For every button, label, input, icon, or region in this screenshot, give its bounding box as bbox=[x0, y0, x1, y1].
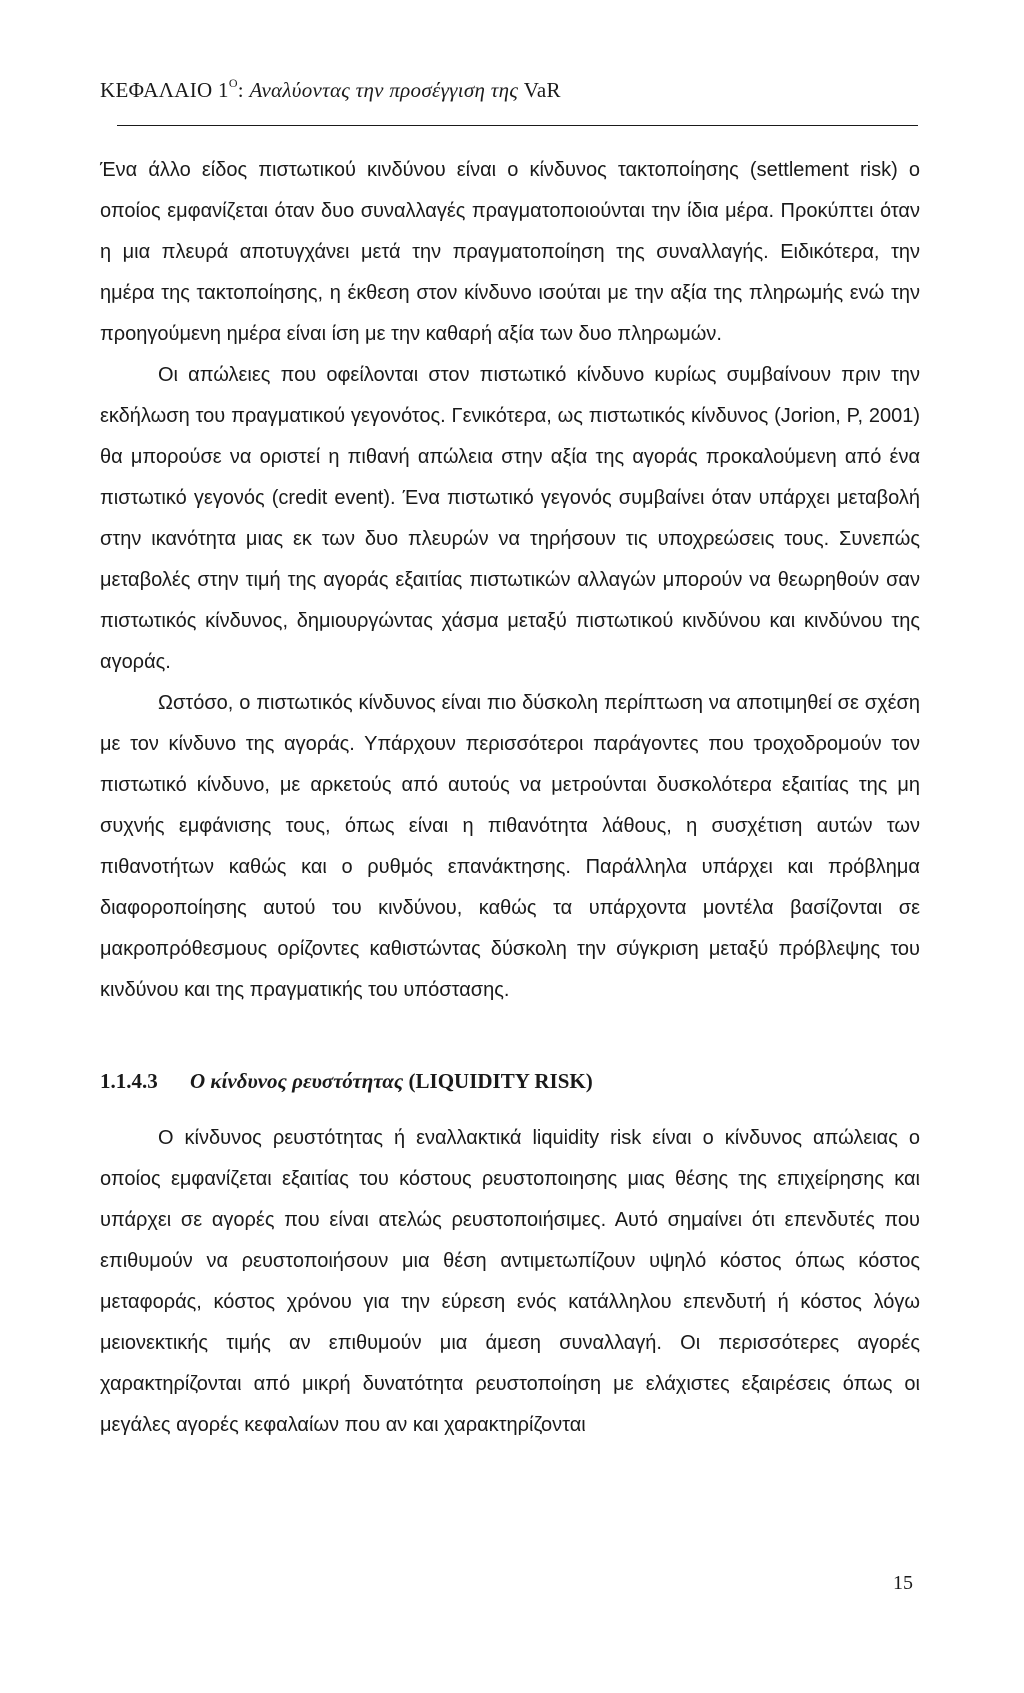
paragraph-credit-valuation: Ωστόσο, ο πιστωτικός κίνδυνος είναι πιο δύσκολη περίπτωση να αποτιμηθεί σε σχέση με τον κίνδυνο της αγοράς. Υπάρχουν περισσότεροι παράγοντες που τροχοδρομούν τον πιστωτικό κίνδυνο, με αρκετούς από αυτούς να μετρούνται δυσκολότερα εξαιτίας της μη συχνής εμφάνισης τους, όπως είναι η πιθανότητα λάθους, η συσχέτιση αυτών των πιθανοτήτων καθώς και ο ρυθμός επανάκτησης. Παράλληλα υπάρχει και πρόβλημα διαφοροποίησης αυτού του κινδύνου, καθώς τα υπάρχοντα μοντέλα βασίζονται σε μακροπρόθεσμους ορίζοντες καθιστώντας δύσκολη την σύγκριση μεταξύ πρόβλεψης του κινδύνου και της πραγματικής του υπόστασης. bbox=[100, 692, 920, 1001]
section-title-greek: Ο κίνδυνος ρευστότητας bbox=[190, 1069, 404, 1093]
header-separator: : bbox=[237, 78, 250, 102]
section-title-english: (LIQUIDITY RISK) bbox=[403, 1069, 593, 1093]
chapter-var-label: VaR bbox=[518, 78, 561, 102]
section-heading bbox=[100, 1061, 920, 1102]
chapter-subtitle: Αναλύοντας την προσέγγιση της bbox=[249, 78, 519, 102]
paragraph-settlement-risk: Ένα άλλο είδος πιστωτικού κινδύνου είναι ο κίνδυνος τακτοποίησης (settlement risk) ο οποίος εμφανίζεται όταν δυο συναλλαγές πραγματοποιούνται την ίδια μέρα. Προκύπτει όταν η μια πλευρά αποτυγχάνει μετά την πραγματοποίηση της συναλλαγής. Ειδικότερα, την ημέρα της τακτοποίησης, η έκθεση στον κίνδυνο ισούται με την αξία της πληρωμής ενώ την προηγούμενη ημέρα είναι ίση με την καθαρή αξία των δυο πληρωμών. bbox=[100, 159, 920, 345]
paragraph-liquidity-risk: Ο κίνδυνος ρευστότητας ή εναλλακτικά liquidity risk είναι ο κίνδυνος απώλειας ο οποίος εμφανίζεται εξαιτίας του κόστους ρευστοποιησης μιας θέσης της επιχείρησης και υπάρχει σε αγορές που είναι ατελώς ρευστοποιήσιμες. Αυτό σημαίνει ότι επενδυτές που επιθυμούν να ρευστοποιήσουν μια θέση αντιμετωπίζουν υψηλό κόστος όπως κόστος μεταφοράς, κόστος χρόνου για την εύρεση ενός κατάλληλου επενδυτή ή κόστος λόγω μειονεκτικής τιμής αν επιθυμούν μια άμεση συναλλαγή. Οι περισσότερες αγορές χαρακτηρίζονται από μικρή δυνατότητα ρευστοποίηση με ελάχιστες εξαιρέσεις όπως οι μεγάλες αγορές κεφαλαίων που αν και χαρακτηρίζονται bbox=[100, 1127, 920, 1436]
paragraph-credit-losses: Οι απώλειες που οφείλονται στον πιστωτικό κίνδυνο κυρίως συμβαίνουν πριν την εκδήλωση του πραγματικού γεγονότος. Γενικότερα, ως πιστωτικός κίνδυνος (Jorion, P, 2001) θα μπορούσε να οριστεί η πιθανή απώλεια στην αξία της αγοράς προκαλούμενη από ένα πιστωτικό γεγονός (credit event). Ένα πιστωτικό γεγονός συμβαίνει όταν υπάρχει μεταβολή στην ικανότητα μιας εκ των δυο πλευρών να τηρήσουν τις υποχρεώσεις τους. Συνεπώς μεταβολές στην τιμή της αγοράς εξαιτίας πιστωτικών αλλαγών μπορούν να θεωρηθούν σαν πιστωτικός κίνδυνος, δημιουργώντας χάσμα μεταξύ πιστωτικού κινδύνου και κινδύνου της αγοράς. bbox=[100, 364, 920, 673]
page-number: 15 bbox=[893, 1572, 913, 1594]
chapter-label: ΚΕΦΑΛΑΙΟ 1 bbox=[100, 78, 229, 102]
chapter-superscript: O bbox=[228, 76, 238, 90]
header-rule bbox=[117, 125, 918, 126]
section-number: 1.1.4.3 bbox=[100, 1069, 158, 1093]
running-header bbox=[100, 78, 561, 103]
page-body bbox=[100, 150, 920, 1446]
